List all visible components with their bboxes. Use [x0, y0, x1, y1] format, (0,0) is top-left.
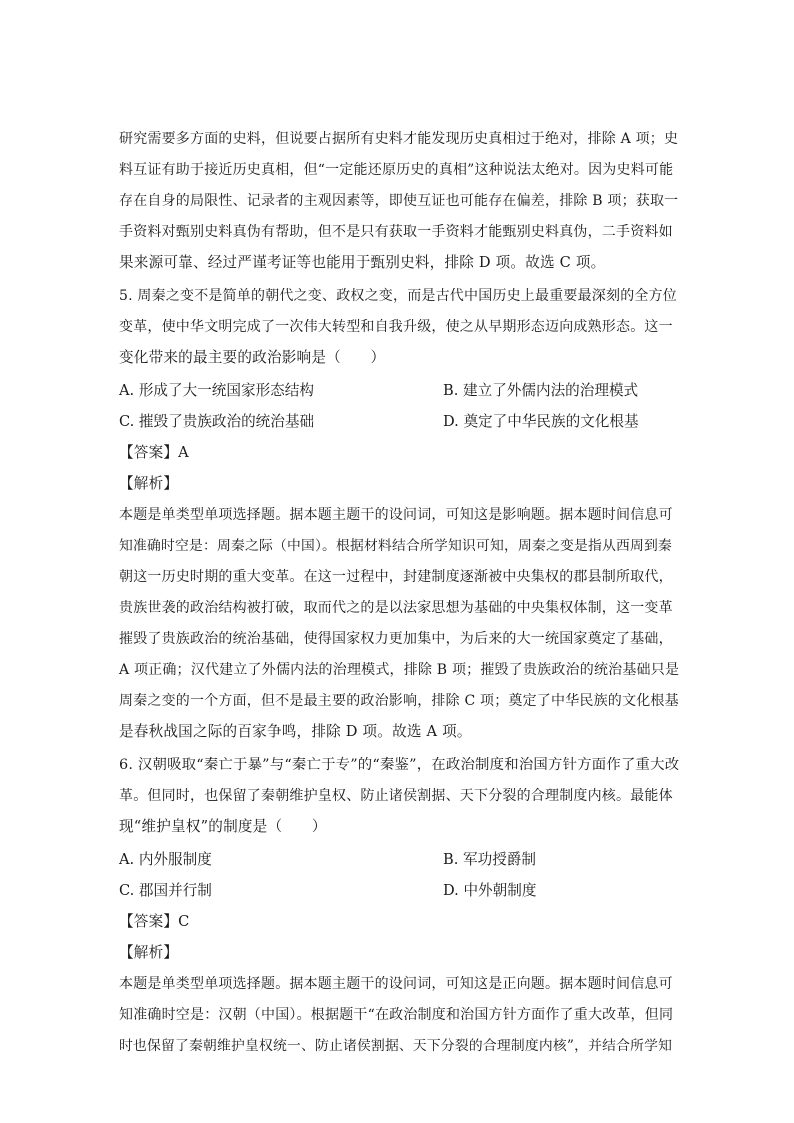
- q6-analysis-line-1: 本题是单类型单项选择题。据本题主题干的设问词，可知这是正向题。据本题时间信息可: [119, 976, 673, 992]
- q6-stem-line-2: 革。但同时，也保留了秦朝维护皇权、防止诸侯割据、天下分裂的合理制度内核。最能体: [119, 788, 673, 804]
- q6-analysis-line-2: 知准确时空是：汉朝（中国）。根据题干“在政治制度和治国方针方面作了重大改革，但同: [119, 1007, 674, 1023]
- q6-answer: 【答案】C: [119, 913, 190, 930]
- q5-option-d: D. 奠定了中华民族的文化根基: [443, 413, 639, 430]
- q6-option-d: D. 中外朝制度: [443, 882, 537, 899]
- q6-stem-line-1: 6. 汉朝吸取“秦亡于暴”与“秦亡于专”的“秦鉴”，在政治制度和治国方针方面作了重大改: [119, 757, 680, 773]
- prev-analysis-line-1: 研究需要多方面的史料，但说要占据所有史料才能发现历史真相过于绝对，排除 A 项；史: [119, 131, 679, 147]
- q5-option-b: B. 建立了外儒内法的治理模式: [443, 382, 639, 399]
- q6-analysis-line-3: 时也保留了秦朝维护皇权统一、防止诸侯割据、天下分裂的合理制度内核”，并结合所学知: [119, 1038, 673, 1054]
- q5-option-a: A. 形成了大一统国家形态结构: [119, 382, 314, 399]
- q6-option-a: A. 内外服制度: [119, 851, 212, 868]
- q6-stem-line-3: 现“维护皇权”的制度是（ ）: [119, 818, 327, 835]
- q6-analysis-label: 【解析】: [119, 944, 179, 961]
- q5-analysis-line-4: 贵族世袭的政治结构被打破，取而代之的是以法家思想为基础的中央集权体制，这一变革: [119, 600, 673, 616]
- q5-analysis-line-5: 摧毁了贵族政治的统治基础，使得国家权力更加集中，为后来的大一统国家奠定了基础，: [119, 631, 673, 647]
- q5-analysis-label: 【解析】: [119, 475, 179, 492]
- q5-option-c: C. 摧毁了贵族政治的统治基础: [119, 413, 315, 430]
- q5-analysis-line-2: 知准确时空是：周秦之际（中国）。根据材料结合所学知识可知，周秦之变是指从西周到秦: [119, 538, 672, 554]
- prev-analysis-line-4: 手资料对甄别史料真伪有帮助，但不是只有获取一手资料才能甄别史料真伪，二手资料如: [119, 224, 673, 240]
- q5-stem-line-2: 变革，使中华文明完成了一次伟大转型和自我升级，使之从早期形态迈向成熟形态。这一: [119, 319, 673, 335]
- q6-option-b: B. 军功授爵制: [443, 851, 536, 868]
- prev-analysis-line-2: 料互证有助于接近历史真相，但“一定能还原历史的真相”这种说法太绝对。因为史料可能: [119, 162, 674, 178]
- q5-analysis-line-6: A 项正确；汉代建立了外儒内法的治理模式，排除 B 项；摧毁了贵族政治的统治基础只是: [119, 662, 680, 678]
- q5-answer: 【答案】A: [119, 444, 189, 461]
- prev-analysis-line-5: 果来源可靠、经过严谨考证等也能用于甄别史料，排除 D 项。故选 C 项。: [119, 254, 606, 271]
- q5-analysis-line-3: 朝这一历史时期的重大变革。在这一过程中，封建制度逐渐被中央集权的郡县制所取代，: [119, 569, 673, 585]
- q5-analysis-line-8: 是春秋战国之际的百家争鸣，排除 D 项。故选 A 项。: [119, 723, 472, 740]
- q5-stem-line-1: 5. 周秦之变不是简单的朝代之变、政权之变，而是古代中国历史上最重要最深刻的全方位: [119, 288, 678, 304]
- prev-analysis-line-3: 存在自身的局限性、记录者的主观因素等，即使互证也可能存在偏差，排除 B 项；获取一: [119, 193, 679, 209]
- q6-option-c: C. 郡国并行制: [119, 882, 212, 899]
- q5-analysis-line-1: 本题是单类型单项选择题。据本题主题干的设问词，可知这是影响题。据本题时间信息可: [119, 507, 673, 523]
- q5-stem-line-3: 变化带来的最主要的政治影响是（ ）: [119, 349, 386, 366]
- q5-analysis-line-7: 周秦之变的一个方面，但不是最主要的政治影响，排除 C 项；奠定了中华民族的文化根基: [119, 693, 679, 709]
